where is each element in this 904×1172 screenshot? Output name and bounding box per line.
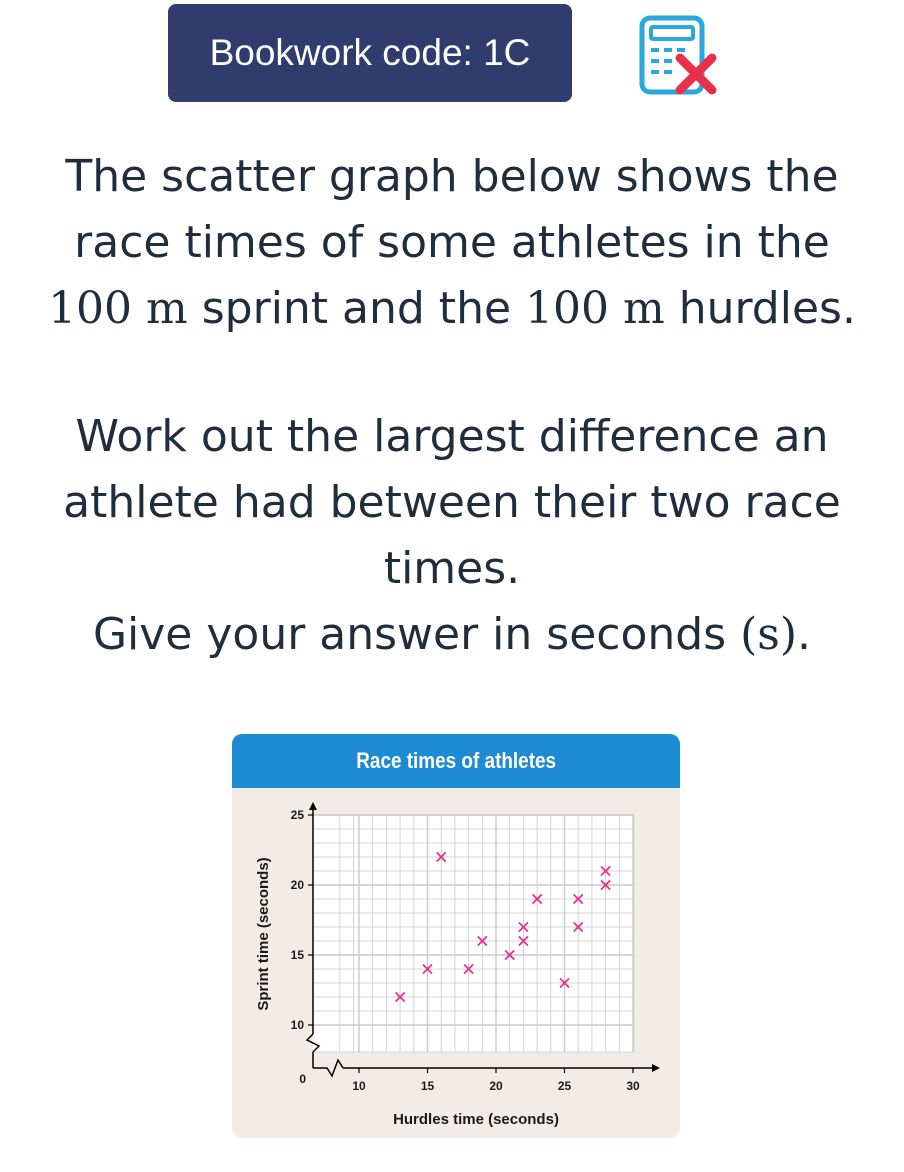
y-axis-arrow (309, 802, 317, 810)
question-task (0, 404, 904, 602)
question-line-4: Work out the largest difference an (75, 411, 829, 462)
question-line-7-end: . (797, 609, 812, 660)
question-instruction (0, 602, 904, 668)
question-line-7 (0, 602, 904, 668)
question-line-5: athlete had between their two race (63, 477, 841, 528)
question-line-3-end: hurdles. (664, 283, 856, 334)
y-tick-label: 10 (290, 1018, 304, 1032)
chart-title: Race times of athletes (356, 748, 556, 773)
distance-sprint: 100 m (48, 283, 188, 334)
question-line-3-mid: sprint and the (187, 283, 526, 334)
y-tick-label: 25 (290, 808, 304, 822)
distance-hurdles: 100 m (525, 283, 665, 334)
bookwork-code-banner (168, 4, 572, 102)
x-tick-label: 20 (489, 1079, 503, 1093)
x-axis-break (313, 1060, 343, 1076)
question-line-6: times. (383, 543, 521, 594)
x-tick-label: 30 (626, 1079, 640, 1093)
origin-label: 0 (299, 1072, 306, 1086)
x-axis-label: Hurdles time (seconds) (393, 1111, 559, 1128)
question-line-3 (0, 276, 904, 342)
question-intro (0, 144, 904, 342)
scatter-chart-card (232, 734, 680, 1138)
unit-seconds: (s) (740, 609, 798, 660)
x-axis-arrow (652, 1064, 660, 1072)
question-line-1: The scatter graph below shows the (65, 151, 839, 202)
y-tick-label: 15 (290, 948, 304, 962)
scatter-chart (232, 734, 680, 1138)
x-tick-label: 10 (352, 1079, 366, 1093)
x-tick-label: 15 (420, 1079, 435, 1093)
x-tick-label: 25 (557, 1079, 572, 1093)
y-axis-label: Sprint time (seconds) (255, 857, 272, 1011)
y-tick-label: 20 (290, 878, 304, 892)
question-line-7-text: Give your answer in seconds (92, 609, 741, 660)
bookwork-code-label: Bookwork code: 1C (209, 32, 531, 73)
calculator-not-allowed-icon (636, 14, 720, 98)
plot-area (313, 816, 634, 1052)
question-line-2: race times of some athletes in the (74, 217, 830, 268)
